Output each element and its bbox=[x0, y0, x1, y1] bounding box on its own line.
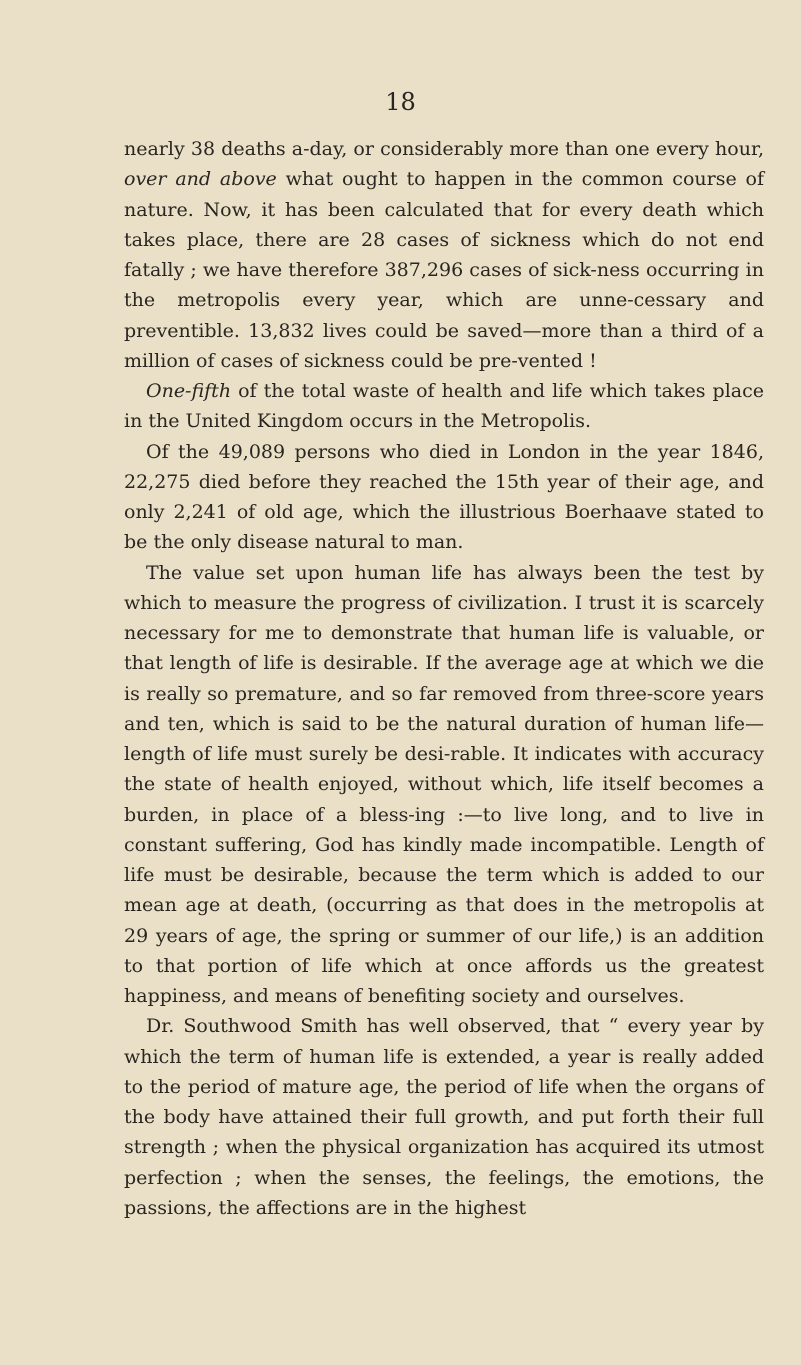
paragraph bbox=[124, 376, 764, 437]
italic-phrase: One-fifth bbox=[146, 380, 232, 402]
text-run: of the total waste of health and life which takes place in the United Kingdom occurs in the Metropolis. bbox=[124, 380, 764, 433]
paragraph bbox=[124, 1011, 764, 1223]
text-run: what ought to happen in the common course of nature. Now, it has been calculated that for every death which takes place, there are 28 cases of sickness which do not end fatally ; we have therefore 387,296 cases of sick-ness occurring in the metropolis every year, which are unne-cessary and preventible. 13,832 lives could be saved—more than a third of a million of cases of sickness could be pre-vented ! bbox=[124, 168, 765, 372]
page-number: 18 bbox=[385, 88, 416, 116]
body-text bbox=[124, 134, 764, 1223]
text-run: Of the 49,089 persons who died in London in the year 1846, 22,275 died before they reached the 15th year of their age, and only 2,241 of old age, which the illustrious Boerhaave stated to be the only disease natural to man. bbox=[124, 440, 764, 554]
italic-phrase: over and above bbox=[124, 168, 277, 191]
text-run: nearly 38 deaths a-day, or considerably more than one every hour, bbox=[124, 138, 764, 160]
paragraph bbox=[124, 134, 764, 376]
paragraph bbox=[124, 437, 764, 558]
paragraph bbox=[124, 558, 764, 1012]
text-run: The value set upon human life has always been the test by which to measure the progress of civilization. I trust it is scarcely necessary for me to demonstrate that human life is valuable, or that length of life is desirable. If the average age at which we die is really so premature, and so far removed from three-score years and ten, which is said to be the natural duration of human life—length of life must surely be desi-rable. It indicates with accuracy the state of health enjoyed, without which, life itself becomes a burden, in place of a bless-ing :—to live long, and to live in constant suffering, God has kindly made incompatible. Length of life must be desirable, because the term which is added to our mean age at death, (occurring as that does in the metropolis at 29 years of age, the spring or summer of our life,) is an addition to that portion of life which at once affords us the greatest happiness, and means of benefiting society and ourselves. bbox=[124, 561, 764, 1007]
text-run: Dr. Southwood Smith has well observed, that “ every year by which the term of human life is extended, a year is really added to the period of mature age, the period of life when the organs of the body have attained their full growth, and put forth their full strength ; when the physical organization has acquired its utmost perfection ; when the senses, the feelings, the emotions, the passions, the affections are in the highest bbox=[124, 1015, 764, 1219]
